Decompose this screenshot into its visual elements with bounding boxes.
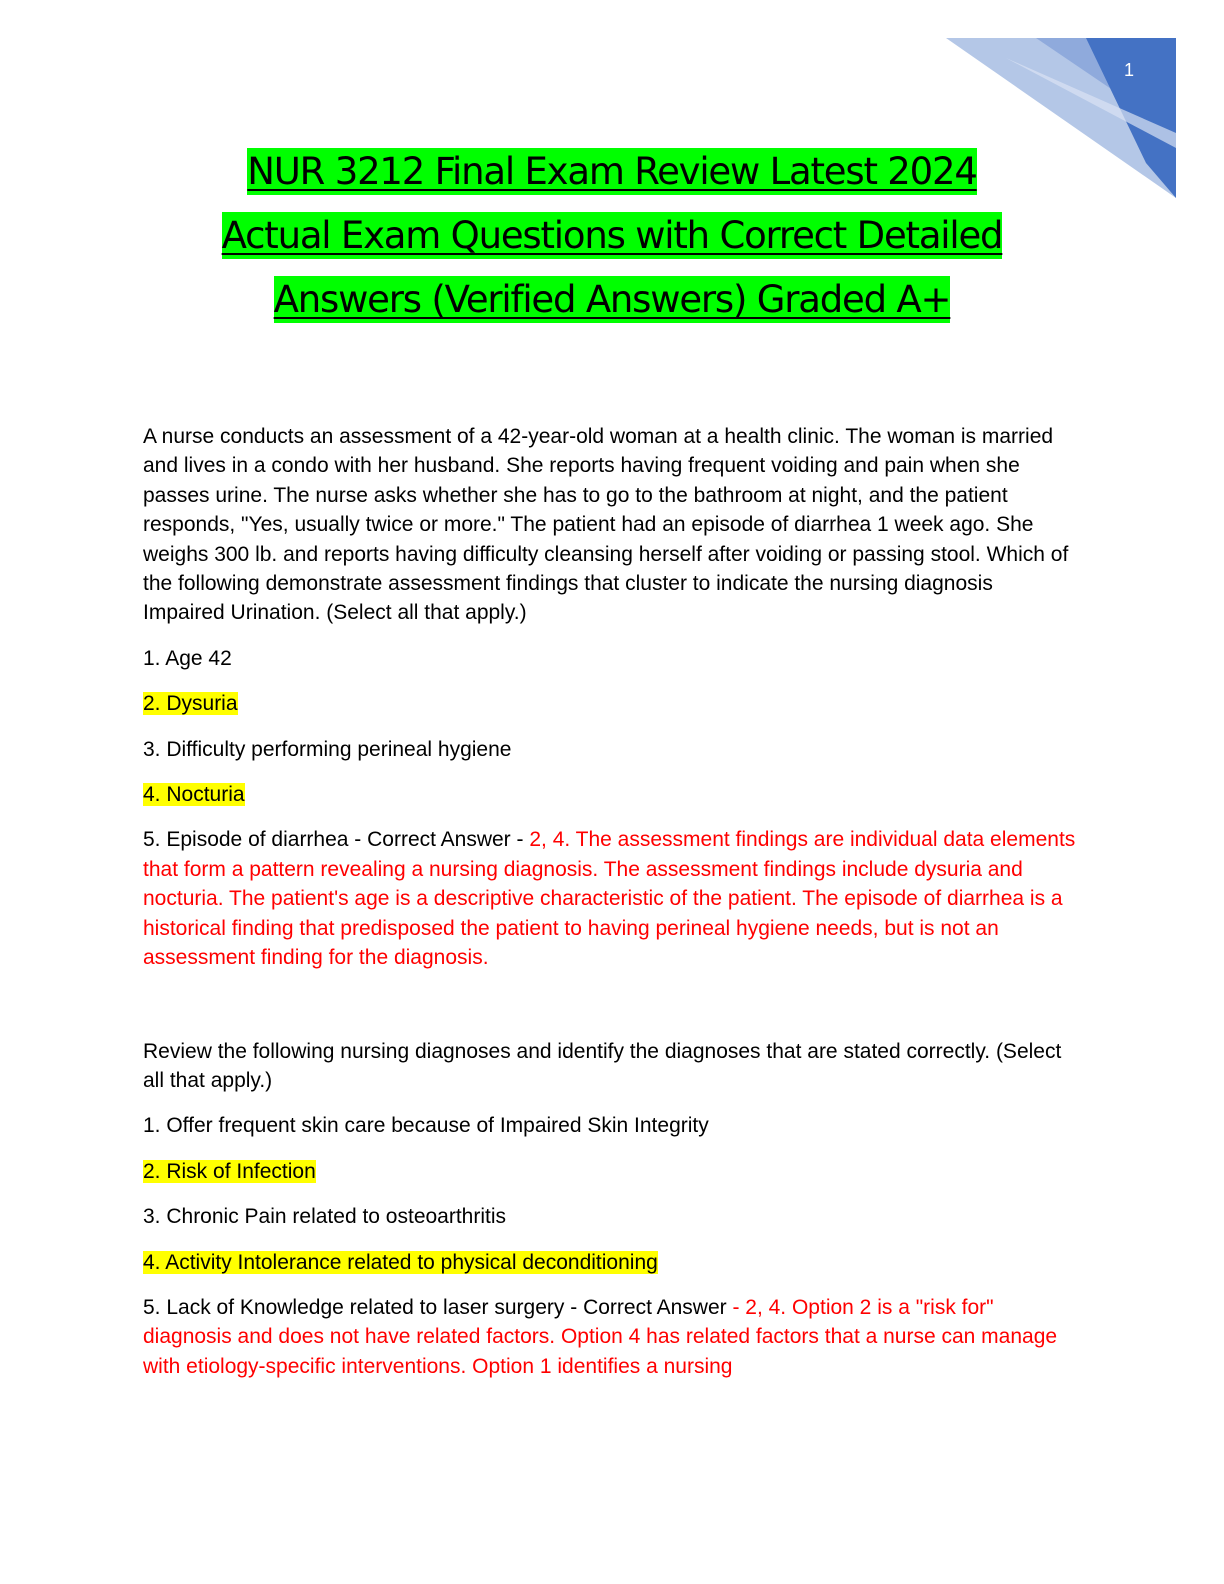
- question-1-option-4: [143, 780, 1078, 809]
- question-2-option-5: 5. Lack of Knowledge related to laser surgery - Correct Answer - 2, 4. Option 2 is a "risk for" diagnosis and does not have related factors. Option 4 has related factors that a nurse can manage with etiology-specific interventions. Option 1 identifies a nursing: [143, 1295, 1058, 1378]
- answer-highlight: 4. Activity Intolerance related to physical deconditioning: [143, 1250, 658, 1274]
- question-2-explanation: - 2, 4. Option 2 is a "risk for" diagnosis and does not have related factors. Option 4 has related factors that a nurse can manage with etiology-specific interventions. Option 1 identifies a nursing: [143, 1295, 1058, 1378]
- spacer: [143, 989, 1078, 1037]
- question-2-option-4: [143, 1248, 1078, 1277]
- question-1-option-5: 5. Episode of diarrhea - Correct Answer - 2, 4. The assessment findings are individual data elements that form a pattern revealing a nursing diagnosis. The assessment findings include dysuria and nocturia. The patient's age is a descriptive characteristic of the patient. The episode of diarrhea is a historical finding that predisposed the patient to having perineal hygiene needs, but is not an assessment finding for the diagnosis.: [143, 828, 1076, 970]
- title-line-1: NUR 3212 Final Exam Review Latest 2024: [247, 150, 977, 193]
- question-1-stem: A nurse conducts an assessment of a 42-year-old woman at a health clinic. The woman is married and lives in a condo with her husband. She reports having frequent voiding and pain when she passes urine. The nurse asks whether she has to go to the bathroom at night, and the patient responds, "Yes, usually twice or more." The patient had an episode of diarrhea 1 week ago. She weighs 300 lb. and reports having difficulty cleansing herself after voiding or passing stool. Which of the following demonstrate assessment findings that cluster to indicate the nursing diagnosis Impaired Urination. (Select all that apply.): [143, 425, 1069, 625]
- question-1-explanation: 2, 4. The assessment findings are individual data elements that form a pattern revealing a nursing diagnosis. The assessment findings include dysuria and nocturia. The patient's age is a descriptive characteristic of the patient. The episode of diarrhea is a historical finding that predisposed the patient to having perineal hygiene needs, but is not an assessment finding for the diagnosis.: [143, 828, 1076, 970]
- title-line-3: Answers (Verified Answers) Graded A+: [273, 278, 951, 321]
- question-2-stem: Review the following nursing diagnoses and identify the diagnoses that are stated correctly. (Select all that apply.): [143, 1039, 1062, 1092]
- page-number: 1: [1124, 60, 1135, 80]
- answer-highlight: 4. Nocturia: [143, 783, 245, 807]
- document-title: [110, 140, 1114, 332]
- answer-highlight: 2. Dysuria: [143, 692, 238, 716]
- document-body: [143, 422, 1078, 1397]
- answer-highlight: 2. Risk of Infection: [143, 1159, 316, 1183]
- question-1-option-3: 3. Difficulty performing perineal hygiene: [143, 737, 512, 761]
- title-line-2: Actual Exam Questions with Correct Detailed: [221, 214, 1003, 257]
- question-2-option-1: 1. Offer frequent skin care because of Impaired Skin Integrity: [143, 1114, 709, 1138]
- question-2-option-2: [143, 1157, 1078, 1186]
- question-1-option-1: 1. Age 42: [143, 646, 232, 670]
- question-2-option-3: 3. Chronic Pain related to osteoarthritis: [143, 1205, 507, 1229]
- question-1-option-2: [143, 689, 1078, 718]
